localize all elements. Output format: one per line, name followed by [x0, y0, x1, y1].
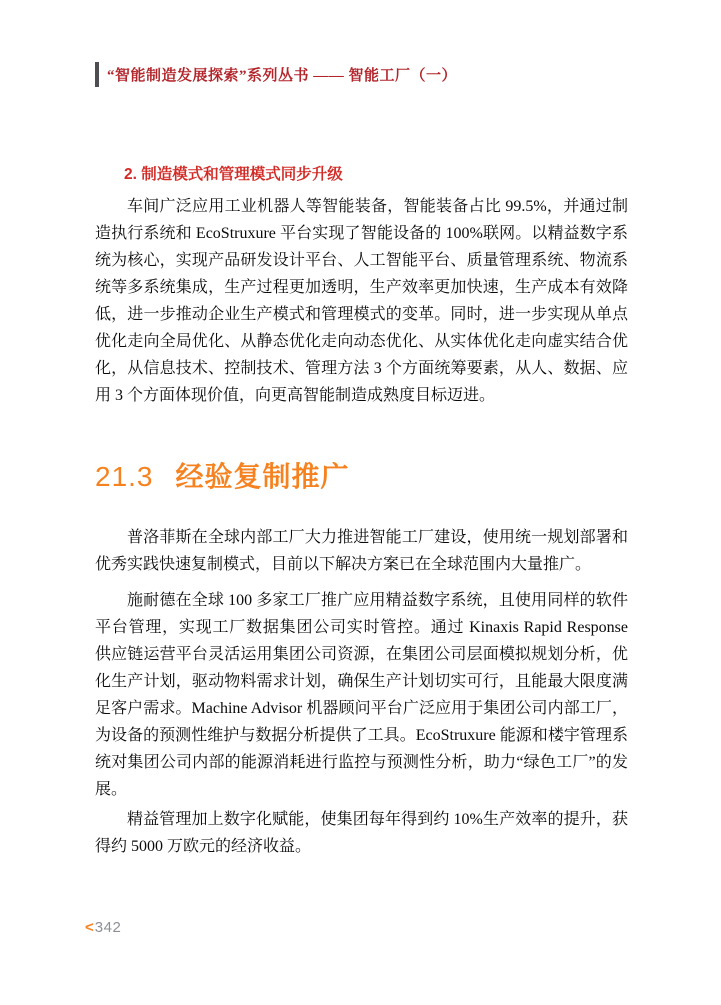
- section-title: 经验复制推广: [175, 461, 350, 492]
- page-header: [95, 62, 457, 87]
- body-paragraph: 施耐德在全球 100 多家工厂推广应用精益数字系统，且使用同样的软件平台管理，实现工厂数据集团公司实时管控。通过 Kinaxis Rapid Response 供应链运营平台灵活运用集团公司资源，在集团公司层面模拟规划分析，优化生产计划，驱动物料需求计划，确保生产计划切实可行，且能最大限度满足客户需求。Machine Advisor 机器顾问平台广泛应用于集团公司内部工厂，为设备的预测性维护与数据分析提供了工具。EcoStruxure 能源和楼宇管理系统对集团公司内部的能源消耗进行监控与预测性分析，助力“绿色工厂”的发展。: [95, 592, 628, 798]
- page-footer: [85, 919, 121, 936]
- body-paragraph: 普洛菲斯在全球内部工厂大力推进智能工厂建设，使用统一规划部署和优秀实践快速复制模式，目前以下解决方案已在全球范围内大量推广。: [95, 529, 628, 573]
- subsection-heading: 2. 制造模式和管理模式同步升级: [124, 166, 343, 183]
- page-number-marker: <: [85, 919, 94, 936]
- section-heading: [95, 461, 628, 493]
- body-paragraph: 精益管理加上数字化赋能，使集团每年得到约 10%生产效率的提升，获得约 5000 万欧元的经济收益。: [95, 811, 628, 855]
- section-number: 21.3: [95, 461, 154, 492]
- page-number: 342: [94, 919, 122, 936]
- header-rule-bar: [95, 62, 99, 87]
- page-body: [95, 165, 628, 860]
- body-paragraph: 车间广泛应用工业机器人等智能装备，智能装备占比 99.5%，并通过制造执行系统和 EcoStruxure 平台实现了智能设备的 100%联网。以精益数字系统为核心，实现产品研发设计平台、人工智能平台、质量管理系统、物流系统等多系统集成，生产过程更加透明，生产效率更加快速，生产成本有效降低，进一步推动企业生产模式和管理模式的变革。同时，进一步实现从单点优化走向全局优化、从静态优化走向动态优化、从实体优化走向虚实结合优化，从信息技术、控制技术、管理方法 3 个方面统筹要素，从人、数据、应用 3 个方面体现价值，向更高智能制造成熟度目标迈进。: [95, 198, 628, 404]
- series-title: “智能制造发展探索”系列丛书 —— 智能工厂（一）: [107, 68, 458, 84]
